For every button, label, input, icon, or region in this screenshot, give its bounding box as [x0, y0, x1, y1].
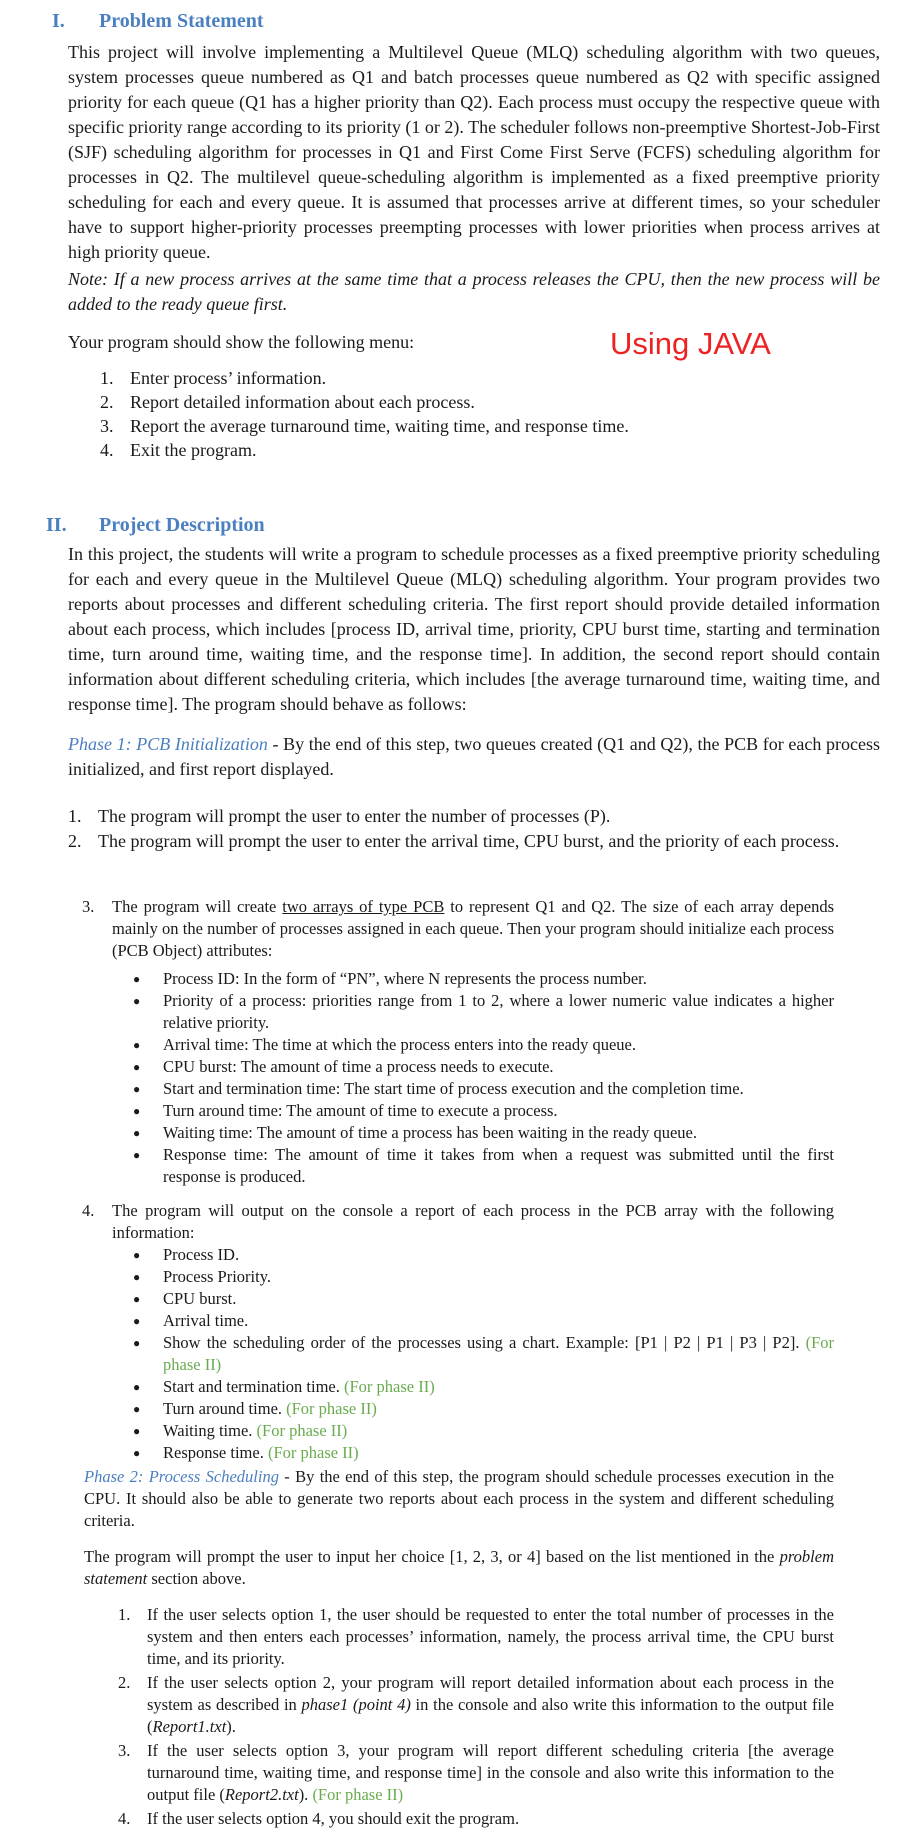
- pcb-attributes-list: [163, 968, 834, 1188]
- list-item: 2. If the user selects option 2, your program will report detailed information about each process in the system as described in phase1 (point 4) in the console and also write this information to the output file (Report1.txt).: [118, 1673, 835, 1736]
- java-annotation: Using JAVA: [610, 326, 771, 361]
- list-item: 4. If the user selects option 4, you should exit the program.: [118, 1809, 520, 1828]
- section-1-numeral: I.: [52, 10, 65, 32]
- section-1-heading: [52, 10, 264, 33]
- menu-item: 3. Report the average turnaround time, waiting time, and response time.: [100, 416, 629, 436]
- section-2-title: Project Description: [99, 514, 265, 536]
- list-item: 3. If the user selects option 3, your program will report different scheduling criteria [the average turnaround time, waiting time, and response time] in the console and also write this information to the output file (Report2.txt). (For phase II): [118, 1741, 834, 1804]
- list-item: ● Process ID.: [163, 1244, 834, 1266]
- phase-2-label: Phase 2: Process Scheduling: [84, 1467, 279, 1486]
- phase-2-paragraph: [84, 1466, 834, 1532]
- menu-item: 4. Exit the program.: [100, 440, 257, 460]
- list-item: 1. If the user selects option 1, the user should be requested to enter the total number of processes in the system and then enters each processes’ information, namely, the process arrival time, the CPU burst time, and its priority.: [118, 1605, 834, 1668]
- list-item: ● Process ID: In the form of “PN”, where N represents the process number.: [163, 968, 834, 990]
- menu-intro: Your program should show the following menu:: [68, 332, 415, 352]
- list-item: ● Show the scheduling order of the processes using a chart. Example: [P1 | P2 | P1 | P3 | P2]. (For phase II): [163, 1332, 834, 1376]
- step-3: 3. The program will create two arrays of type PCB to represent Q1 and Q2. The size of each array depends mainly on the number of processes assigned in each queue. Then your program should initialize each process (PCB Object) attributes:: [82, 897, 834, 960]
- section-2-numeral: II.: [46, 514, 67, 536]
- list-item: ● Waiting time: The amount of time a process has been waiting in the ready queue.: [163, 1122, 834, 1144]
- options-list: [118, 1604, 834, 1830]
- phase-2-tag: (For phase II): [163, 1333, 835, 1374]
- step-4: 4. The program will output on the console a report of each process in the PCB array with the following information:: [82, 1201, 834, 1242]
- choice-paragraph: The program will prompt the user to input her choice [1, 2, 3, or 4] based on the list mentioned in the problem statement section above.: [84, 1547, 834, 1588]
- list-item: ● Process Priority.: [163, 1266, 834, 1288]
- phase-1-paragraph: [68, 732, 880, 782]
- phase-2-tag: (For phase II): [256, 1421, 348, 1440]
- section-2-heading: [46, 514, 265, 537]
- list-item: ● Waiting time. (For phase II): [163, 1420, 834, 1442]
- menu-item: 2. Report detailed information about each process.: [100, 392, 475, 412]
- phase-2-tag: (For phase II): [267, 1443, 359, 1462]
- list-item: ● Arrival time.: [163, 1310, 834, 1332]
- report-items-list: [163, 1244, 834, 1464]
- list-item: ● Turn around time. (For phase II): [163, 1398, 834, 1420]
- list-item: ● CPU burst: The amount of time a process needs to execute.: [163, 1056, 834, 1078]
- list-item: ● CPU burst.: [163, 1288, 834, 1310]
- menu-item: 1. Enter process’ information.: [100, 368, 327, 388]
- phase-2-tag: (For phase II): [286, 1399, 377, 1418]
- list-item: ● Response time. (For phase II): [163, 1442, 834, 1464]
- project-description-paragraph: In this project, the students will write a program to schedule processes as a fixed preemptive priority scheduling for each and every queue in the Multilevel Queue (MLQ) scheduling algorithm. Your program provides two reports about processes and different scheduling criteria. The first report should provide detailed information about each process, which includes [process ID, arrival time, priority, CPU burst time, starting and termination time, turn around time, waiting time, and the response time]. In addition, the second report should contain information about different scheduling criteria, which includes [the average turnaround time, waiting time, and response time]. The program should behave as follows:: [68, 544, 880, 714]
- problem-statement-paragraph: This project will involve implementing a Multilevel Queue (MLQ) scheduling algorithm with two queues, system processes queue numbered as Q1 and batch processes queue numbered as Q2 with specific assigned priority for each queue (Q1 has a higher priority than Q2). Each process must occupy the respective queue with specific priority range according to its priority (1 or 2). The scheduler follows non-preemptive Shortest-Job-First (SJF) scheduling algorithm for processes in Q1 and First Come First Serve (FCFS) scheduling algorithm for processes in Q2. The multilevel queue-scheduling algorithm is implemented as a fixed preemptive priority scheduling for each and every queue. It is assumed that processes arrive at different times, so your scheduler have to support higher-priority processes preempting processes with lower priorities when process arrives at high priority queue.: [68, 42, 880, 262]
- list-item: ● Start and termination time. (For phase II): [163, 1376, 834, 1398]
- list-item: ● Priority of a process: priorities range from 1 to 2, where a lower numeric value indicates a higher relative priority.: [163, 990, 834, 1034]
- list-item: 1. The program will prompt the user to enter the number of processes (P).: [68, 806, 611, 826]
- menu-list: [100, 366, 700, 462]
- section-1-title: Problem Statement: [99, 10, 264, 32]
- phase-1-steps: [68, 804, 880, 854]
- underlined-phrase: two arrays of type PCB: [282, 897, 445, 916]
- phase-2-text: - By the end of this step, the program should schedule processes execution in the CPU. It should also be able to generate two reports about each process in the system and different scheduling criteria.: [84, 1467, 834, 1530]
- phase-2-tag: (For phase II): [344, 1377, 435, 1396]
- list-item: ● Start and termination time: The start time of process execution and the completion time.: [163, 1078, 834, 1100]
- list-item: ● Turn around time: The amount of time to execute a process.: [163, 1100, 834, 1122]
- phase-1-text: - By the end of this step, two queues created (Q1 and Q2), the PCB for each process initialized, and first report displayed.: [68, 734, 880, 779]
- list-item: ● Arrival time: The time at which the process enters into the ready queue.: [163, 1034, 834, 1056]
- note-paragraph: Note: If a new process arrives at the same time that a process releases the CPU, then the new process will be added to the ready queue first.: [68, 269, 880, 314]
- list-item: 2. The program will prompt the user to enter the arrival time, CPU burst, and the priority of each process.: [68, 831, 840, 851]
- phase-1-label: Phase 1: PCB Initialization: [68, 734, 268, 754]
- list-item: ● Response time: The amount of time it takes from when a request was submitted until the first response is produced.: [163, 1144, 834, 1188]
- phase-2-tag: (For phase II): [312, 1785, 404, 1804]
